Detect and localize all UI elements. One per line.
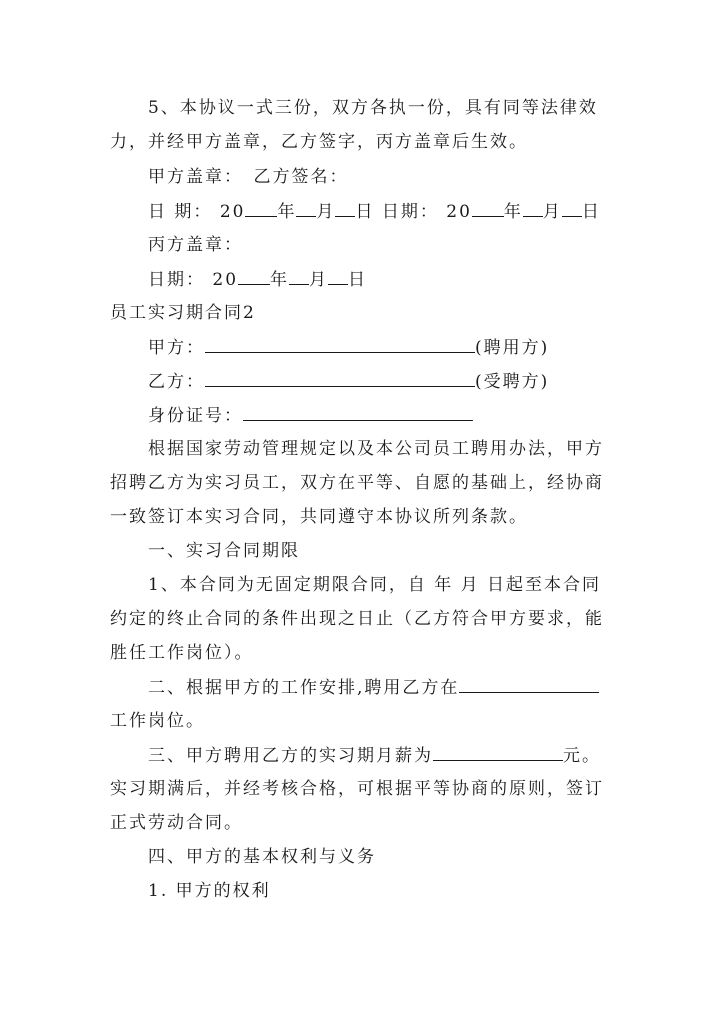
section-3-line-3: 正式劳动合同。 — [110, 813, 243, 833]
month-label: 月 — [309, 270, 329, 290]
intro-line-2: 招聘乙方为实习员工，双方在平等、自愿的基础上，经协商 — [110, 473, 604, 493]
intro-line-3: 一致签订本实习合同，共同遵守本协议所列条款。 — [110, 507, 528, 527]
clause-1-line-3: 胜任工作岗位）。 — [110, 643, 254, 663]
party-b-blank — [205, 370, 475, 387]
id-number-line — [148, 404, 473, 427]
section-3-line-1 — [148, 744, 601, 767]
section-1-heading: 一、实习合同期限 — [148, 541, 300, 561]
month-label: 月 — [542, 202, 562, 222]
date-line-2 — [148, 268, 367, 291]
document-title: 员工实习期合同2 — [110, 303, 256, 323]
section-4-heading: 四、甲方的基本权利与义务 — [148, 847, 376, 867]
section-4-1-heading: 1. 甲方的权利 — [148, 881, 271, 901]
blank-day — [328, 268, 348, 285]
blank-year — [245, 200, 277, 217]
year-label: 年 — [270, 270, 290, 290]
intro-line-1: 根据国家劳动管理规定以及本公司员工聘用办法，甲方 — [148, 439, 604, 459]
blank-month — [289, 268, 309, 285]
clause-5-line-1: 5、本协议一式三份，双方各执一份，具有同等法律效 — [148, 98, 598, 118]
date-label: 日期： — [148, 270, 205, 290]
blank-month — [523, 200, 543, 217]
signature-line: 甲方盖章： 乙方签名： — [148, 167, 349, 187]
blank-day — [335, 200, 355, 217]
bing-seal-line: 丙方盖章： — [148, 235, 243, 255]
blank-year — [238, 268, 270, 285]
date-year-prefix: 20 — [212, 270, 239, 290]
party-b-label: 乙方： — [148, 372, 205, 392]
id-number-blank — [243, 404, 473, 421]
year-label: 年 — [503, 202, 523, 222]
section-3-line-2: 实习期满后，并经考核合格，可根据平等协商的原则，签订 — [110, 779, 604, 799]
month-label: 月 — [316, 202, 336, 222]
day-label: 日 — [348, 270, 368, 290]
party-a-line — [148, 336, 549, 359]
date-year-prefix: 20 — [219, 202, 246, 222]
date-year-prefix: 20 — [446, 202, 472, 222]
section-2-line-2: 工作岗位。 — [110, 711, 205, 731]
blank-month — [296, 200, 316, 217]
blank-year — [472, 200, 504, 217]
id-number-label: 身份证号： — [148, 406, 243, 426]
date-line-1 — [148, 200, 601, 223]
party-a-blank — [205, 336, 475, 353]
salary-blank — [433, 744, 563, 761]
section-2-text: 二、根据甲方的工作安排,聘用乙方在 — [148, 678, 460, 698]
date-label: 日 期： — [148, 202, 213, 222]
clause-1-line-1: 1、本合同为无固定期限合同，自 年 月 日起至本合同 — [148, 575, 602, 595]
clause-5-line-2: 力，并经甲方盖章，乙方签字，丙方盖章后生效。 — [110, 132, 528, 152]
day-label: 日 — [355, 202, 375, 222]
salary-unit: 元。 — [563, 746, 601, 766]
day-label: 日 — [581, 202, 601, 222]
section-2-line-1 — [148, 676, 599, 699]
date-label: 日期： — [381, 202, 439, 222]
party-b-line — [148, 370, 549, 393]
party-b-role: (受聘方) — [475, 372, 550, 392]
blank-day — [562, 200, 582, 217]
party-a-label: 甲方： — [148, 338, 205, 358]
year-label: 年 — [277, 202, 297, 222]
section-3-text: 三、甲方聘用乙方的实习期月薪为 — [148, 746, 433, 766]
position-blank — [459, 676, 599, 693]
party-a-role: (聘用方) — [475, 338, 550, 358]
clause-1-line-2: 约定的终止合同的条件出现之日止（乙方符合甲方要求，能 — [110, 609, 604, 629]
